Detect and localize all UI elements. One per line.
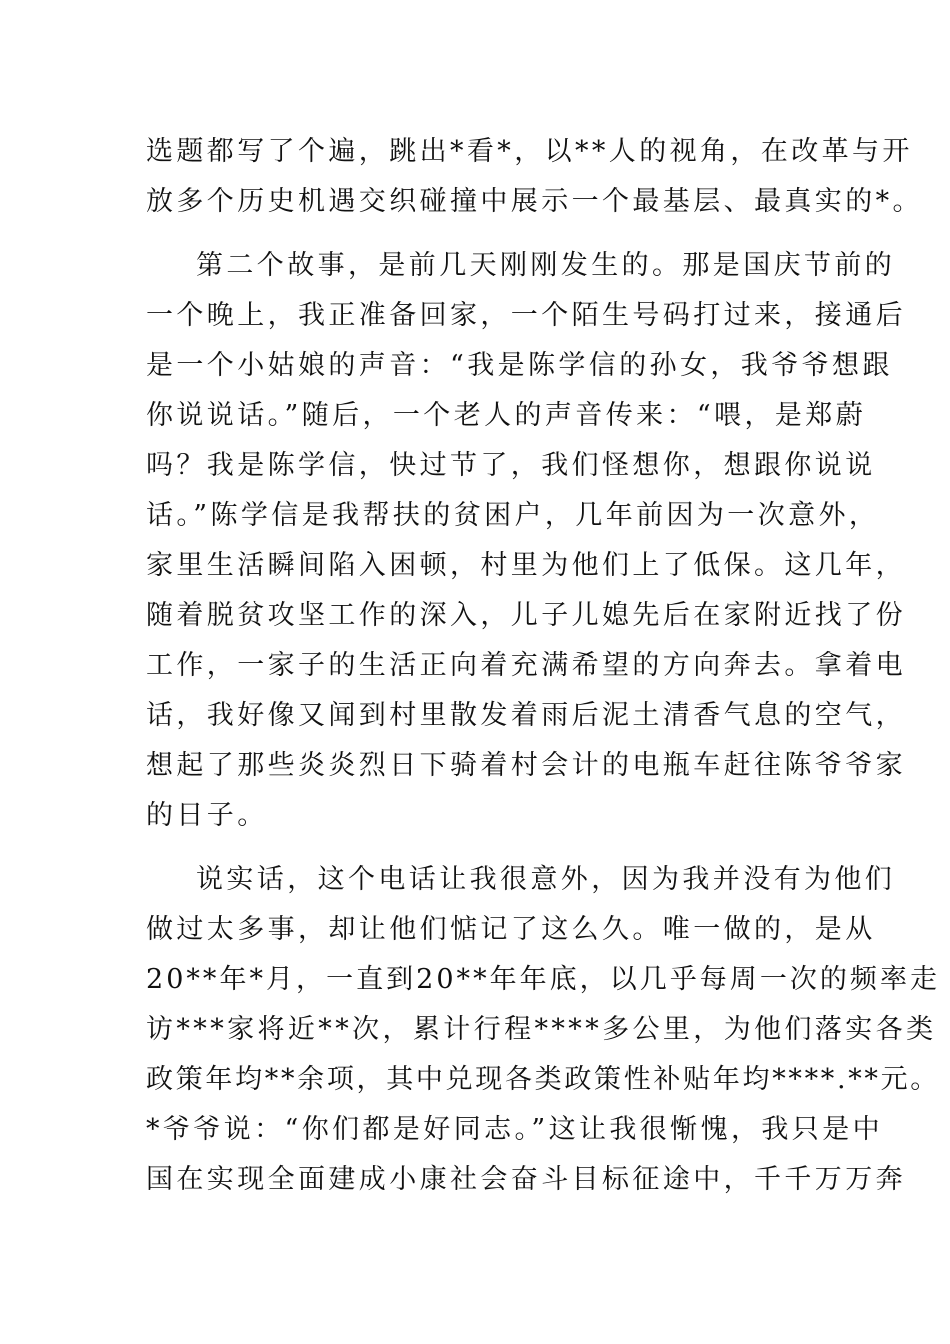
- text-line: 的日子。: [146, 800, 268, 831]
- text-line: 想起了那些炎炎烈日下骑着村会计的电瓶车赶往陈爷爷家: [146, 750, 906, 781]
- text-line: 20**年*月，一直到20**年年底，以几乎每周一次的频率走: [146, 964, 940, 995]
- text-line: 国在实现全面建成小康社会奋斗目标征途中，千千万万奔: [146, 1164, 906, 1195]
- text-line: 是一个小姑娘的声音：“我是陈学信的孙女，我爷爷想跟: [146, 350, 893, 381]
- text-line: 说实话，这个电话让我很意外，因为我并没有为他们: [196, 864, 896, 895]
- text-line: 随着脱贫攻坚工作的深入，儿子儿媳先后在家附近找了份: [146, 600, 906, 631]
- text-line: 做过太多事，却让他们惦记了这么久。唯一做的，是从: [146, 914, 876, 945]
- text-line: 吗？我是陈学信，快过节了，我们怪想你，想跟你说说: [146, 450, 876, 481]
- text-line: 话，我好像又闻到村里散发着雨后泥土清香气息的空气，: [146, 700, 906, 731]
- text-line: 话。”陈学信是我帮扶的贫困户，几年前因为一次意外，: [146, 500, 880, 531]
- text-line: 你说说话。”随后，一个老人的声音传来：“喂，是郑蔚: [146, 400, 867, 431]
- text-line: 一个晚上，我正准备回家，一个陌生号码打过来，接通后: [146, 300, 906, 331]
- text-line: 选题都写了个遍，跳出*看*，以**人的视角，在改革与开: [146, 136, 913, 167]
- text-line: *爷爷说：“你们都是好同志。”这让我很惭愧，我只是中: [146, 1114, 884, 1145]
- text-line: 放多个历史机遇交织碰撞中展示一个最基层、最真实的*。: [146, 186, 923, 217]
- text-line: 家里生活瞬间陷入困顿，村里为他们上了低保。这几年，: [146, 550, 906, 581]
- text-line: 第二个故事，是前几天刚刚发生的。那是国庆节前的: [196, 250, 896, 281]
- text-line: 访***家将近**次，累计行程****多公里，为他们落实各类: [146, 1014, 937, 1045]
- text-line: 工作，一家子的生活正向着充满希望的方向奔去。拿着电: [146, 650, 906, 681]
- text-line: 政策年均**余项，其中兑现各类政策性补贴年均****.**元。: [146, 1064, 940, 1095]
